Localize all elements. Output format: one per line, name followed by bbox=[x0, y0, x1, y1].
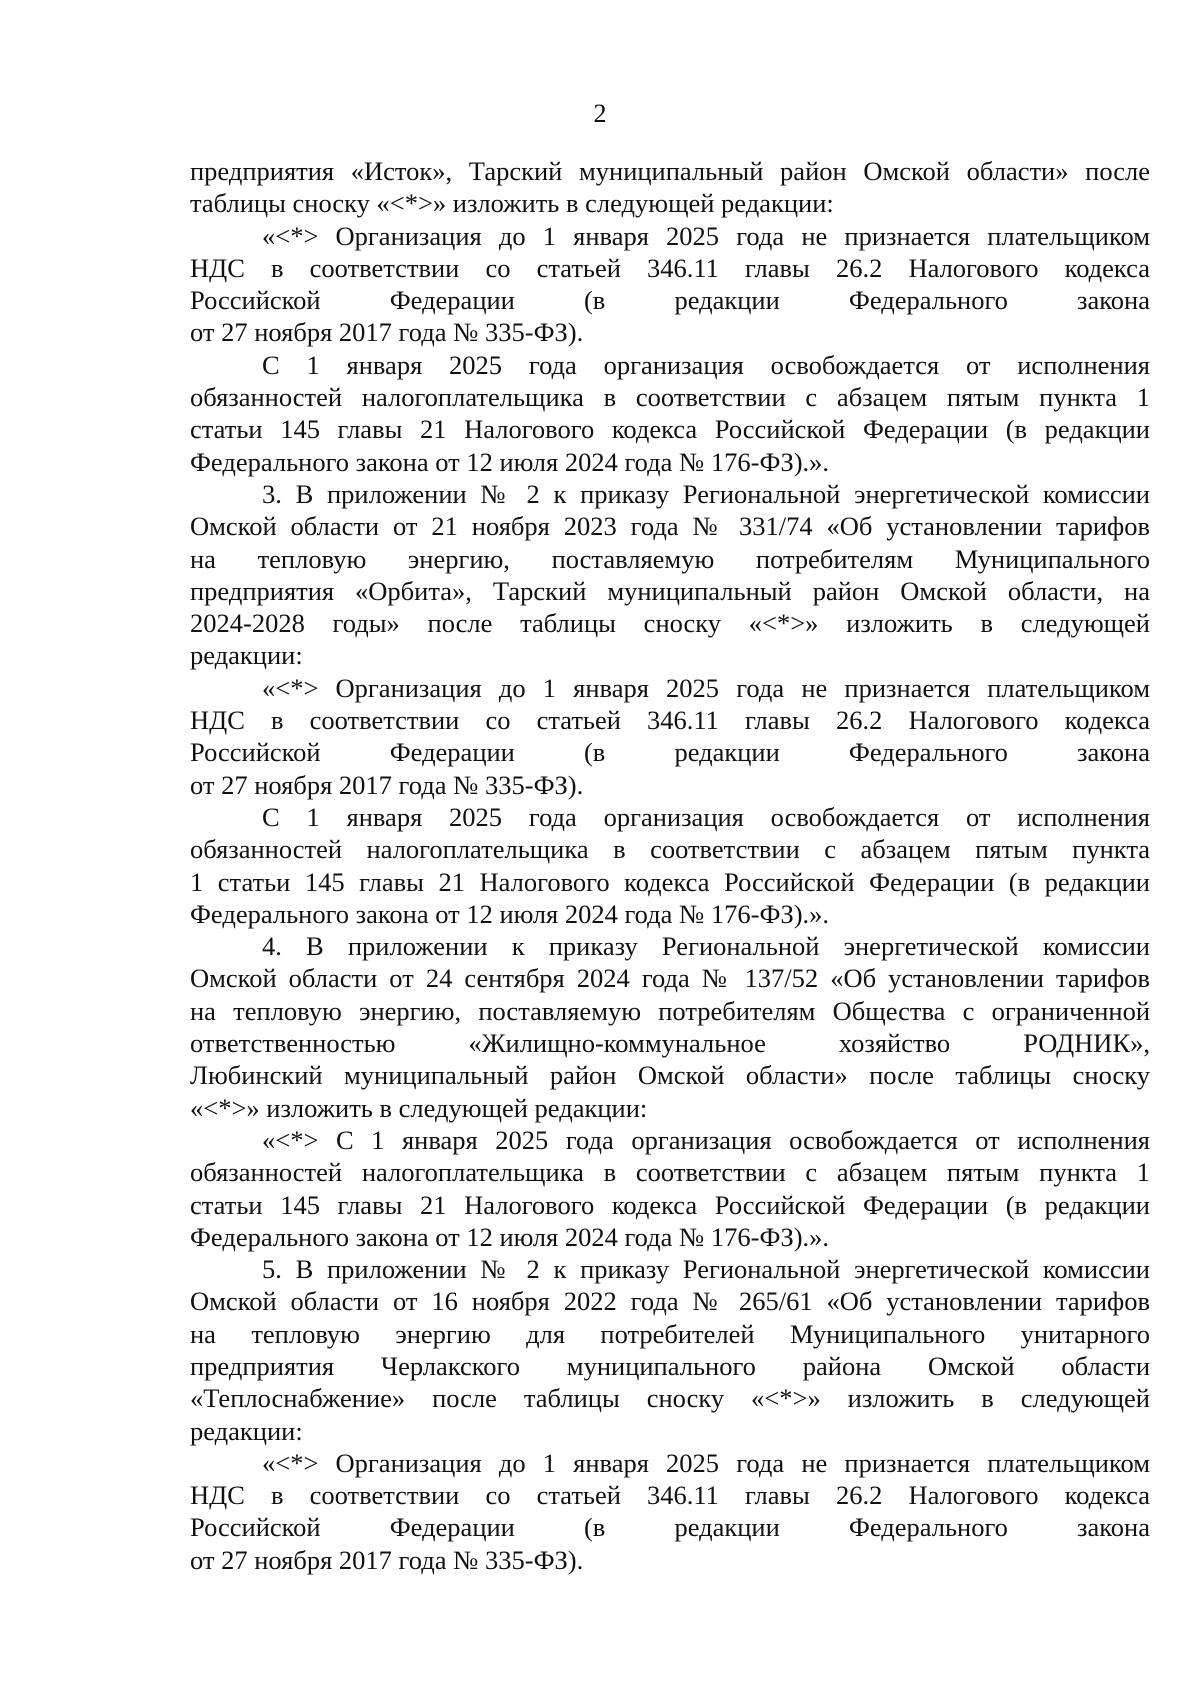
text-line: Федерального закона от 12 июля 2024 года № 176-ФЗ).». bbox=[190, 898, 830, 929]
text-line: Федерального закона от 12 июля 2024 года № 176-ФЗ).». bbox=[190, 1221, 830, 1252]
text-line: статьи 145 главы 21 Налогового кодекса Российской Федерации (в редакции bbox=[190, 414, 1150, 445]
text-line: ответственностью «Жилищно-коммунальное хозяйство РОДНИК», bbox=[190, 1028, 1150, 1059]
paragraph-p9 bbox=[190, 1253, 1150, 1447]
text-line: 2024-2028 годы» после таблицы сноску «<*>» изложить в следующей bbox=[190, 608, 1150, 639]
text-line: НДС в соответствии со статьей 346.11 главы 26.2 Налогового кодекса bbox=[190, 1480, 1150, 1511]
paragraph-p4 bbox=[190, 478, 1150, 672]
paragraph-p6 bbox=[190, 801, 1150, 930]
text-line: 3. В приложении № 2 к приказу Региональной энергетической комиссии bbox=[262, 478, 1150, 509]
text-line: Любинский муниципальный район Омской области» после таблицы сноску bbox=[190, 1060, 1150, 1091]
text-line: на тепловую энергию, поставляемую потребителям Муниципального bbox=[190, 543, 1150, 574]
paragraph-p7 bbox=[190, 930, 1150, 1124]
text-line: Российской Федерации (в редакции Федерального закона bbox=[190, 285, 1150, 316]
text-line: таблицы сноску «<*>» изложить в следующей редакции: bbox=[190, 188, 834, 219]
text-line: предприятия «Орбита», Тарский муниципальный район Омской области, на bbox=[190, 575, 1150, 606]
text-line: С 1 января 2025 года организация освобождается от исполнения bbox=[262, 801, 1150, 832]
text-line: «<*> Организация до 1 января 2025 года не признается плательщиком bbox=[262, 1447, 1150, 1478]
text-line: 4. В приложении к приказу Региональной энергетической комиссии bbox=[262, 931, 1150, 962]
text-line: Омской области от 24 сентября 2024 года № 137/52 «Об установлении тарифов bbox=[190, 963, 1150, 994]
text-line: «<*> Организация до 1 января 2025 года не признается плательщиком bbox=[262, 220, 1150, 251]
text-line: от 27 ноября 2017 года № 335-ФЗ). bbox=[190, 1544, 584, 1575]
text-line: «<*> С 1 января 2025 года организация освобождается от исполнения bbox=[262, 1124, 1150, 1155]
paragraph-p8 bbox=[190, 1124, 1150, 1253]
text-line: «Теплоснабжение» после таблицы сноску «<*>» изложить в следующей bbox=[190, 1383, 1150, 1414]
text-line: 5. В приложении № 2 к приказу Региональной энергетической комиссии bbox=[262, 1254, 1150, 1285]
text-line: от 27 ноября 2017 года № 335-ФЗ). bbox=[190, 769, 584, 800]
text-line: НДС в соответствии со статьей 346.11 главы 26.2 Налогового кодекса bbox=[190, 705, 1150, 736]
text-line: на тепловую энергию для потребителей Муниципального унитарного bbox=[190, 1318, 1150, 1349]
text-line: обязанностей налогоплательщика в соответствии с абзацем пятым пункта bbox=[190, 834, 1150, 865]
text-line: Российской Федерации (в редакции Федерального закона bbox=[190, 1512, 1150, 1543]
text-line: 1 статьи 145 главы 21 Налогового кодекса Российской Федерации (в редакции bbox=[190, 866, 1150, 897]
paragraph-p1 bbox=[190, 155, 1150, 220]
text-line: обязанностей налогоплательщика в соответствии с абзацем пятым пункта 1 bbox=[190, 382, 1150, 413]
text-line: Омской области от 16 ноября 2022 года № 265/61 «Об установлении тарифов bbox=[190, 1286, 1150, 1317]
paragraph-p10 bbox=[190, 1447, 1150, 1576]
text-line: обязанностей налогоплательщика в соответствии с абзацем пятым пункта 1 bbox=[190, 1157, 1150, 1188]
text-line: от 27 ноября 2017 года № 335-ФЗ). bbox=[190, 317, 584, 348]
text-line: Российской Федерации (в редакции Федерального закона bbox=[190, 737, 1150, 768]
text-line: редакции: bbox=[190, 1415, 303, 1446]
text-line: Федерального закона от 12 июля 2024 года № 176-ФЗ).». bbox=[190, 446, 830, 477]
paragraph-p2 bbox=[190, 220, 1150, 349]
text-line: на тепловую энергию, поставляемую потребителям Общества с ограниченной bbox=[190, 995, 1150, 1026]
text-line: предприятия «Исток», Тарский муниципальный район Омской области» после bbox=[190, 156, 1150, 186]
text-line: предприятия Черлакского муниципального района Омской области bbox=[190, 1350, 1150, 1381]
text-line: Омской области от 21 ноября 2023 года № 331/74 «Об установлении тарифов bbox=[190, 511, 1150, 542]
text-line: «<*> Организация до 1 января 2025 года не признается плательщиком bbox=[262, 672, 1150, 703]
document-body bbox=[190, 155, 1150, 1576]
text-line: «<*>» изложить в следующей редакции: bbox=[190, 1092, 648, 1123]
page-number: 2 bbox=[593, 99, 607, 128]
text-line: НДС в соответствии со статьей 346.11 главы 26.2 Налогового кодекса bbox=[190, 252, 1150, 283]
paragraph-p3 bbox=[190, 349, 1150, 478]
text-line: С 1 января 2025 года организация освобождается от исполнения bbox=[262, 349, 1150, 380]
text-line: редакции: bbox=[190, 640, 303, 671]
text-line: статьи 145 главы 21 Налогового кодекса Российской Федерации (в редакции bbox=[190, 1189, 1150, 1220]
paragraph-p5 bbox=[190, 672, 1150, 801]
